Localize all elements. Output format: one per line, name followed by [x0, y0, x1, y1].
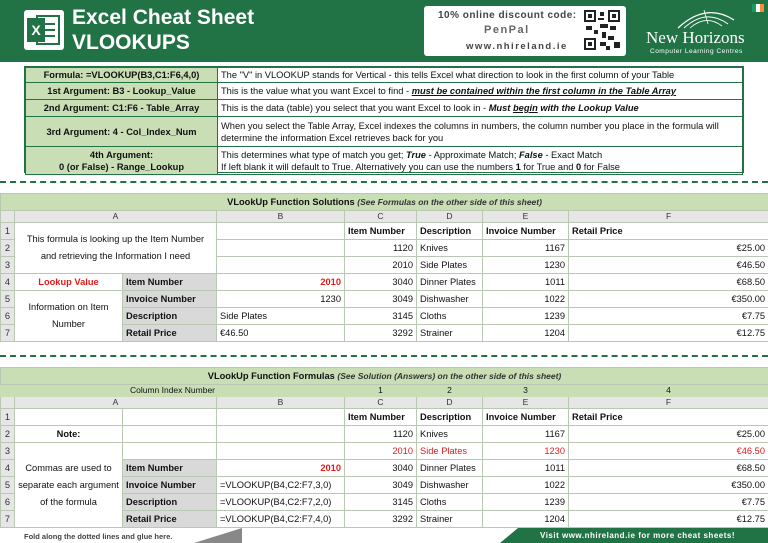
col-index-label: Column Index Number — [1, 385, 345, 397]
arg2-desc: This is the data (table) you select that you want Excel to look in - Must begin with the Lookup Value — [218, 100, 743, 117]
table-row: 3049 — [345, 477, 417, 494]
table-row: 1239 — [483, 494, 569, 511]
row-num: 4 — [1, 460, 15, 477]
col-header-a: A — [15, 397, 217, 409]
col-header-c: C — [345, 397, 417, 409]
cell — [123, 443, 217, 460]
header-banner — [0, 0, 768, 62]
table-row: 3145 — [345, 308, 417, 325]
qr-code-icon[interactable] — [582, 8, 622, 52]
info-label: Information on Item Number — [15, 291, 123, 342]
table-row: Strainer — [417, 511, 483, 528]
footer — [0, 528, 768, 543]
row-num: 3 — [1, 443, 15, 460]
cell — [217, 409, 345, 426]
table-row: 1022 — [483, 291, 569, 308]
table-row: Side Plates — [417, 443, 483, 460]
header-description: Description — [417, 223, 483, 240]
table-row: 1011 — [483, 274, 569, 291]
table-row: 1120 — [345, 426, 417, 443]
table-row: 1230 — [483, 443, 569, 460]
table-row: Cloths — [417, 308, 483, 325]
row-num: 6 — [1, 494, 15, 511]
fold-arrow-icon — [194, 528, 242, 543]
table-row: 1204 — [483, 325, 569, 342]
table-row: €12.75 — [569, 325, 768, 342]
row-num: 6 — [1, 308, 15, 325]
formula-description[interactable]: =VLOOKUP(B4,C2:F7,2,0) — [217, 494, 345, 511]
lookup-value-cell[interactable]: 2010 — [217, 460, 345, 477]
visit-link[interactable]: Visit www.nhireland.ie for more cheat sheets! — [540, 531, 735, 540]
col-header-b: B — [217, 211, 345, 223]
header-item-number: Item Number — [345, 223, 417, 240]
table-row: 3145 — [345, 494, 417, 511]
excel-logo-letter: X — [27, 18, 45, 42]
table-row: Side Plates — [417, 257, 483, 274]
formula-retail-price[interactable]: =VLOOKUP(B4,C2:F7,4,0) — [217, 511, 345, 528]
row-num: 2 — [1, 426, 15, 443]
header-description: Description — [417, 409, 483, 426]
note-title: Note: — [15, 426, 123, 443]
col-header-e: E — [483, 211, 569, 223]
arg4-desc: This determines what type of match you get; True - Approximate Match; False - Exact Match If left blank it will default to True. Alternatively you can use the numbers 1 for True and 0 for False — [218, 147, 743, 175]
table-row: 1022 — [483, 477, 569, 494]
formula-desc: The "V" in VLOOKUP stands for Vertical - this tells Excel what direction to look in the first column of your Table — [218, 68, 743, 83]
promo-url[interactable]: www.nhireland.ie — [466, 41, 568, 52]
title-line1: Excel Cheat Sheet — [72, 6, 255, 29]
arg3-desc: When you select the Table Array, Excel indexes the columns in numbers, the column number you place in the formula will determine the information Excel retrieves back for you — [218, 117, 743, 147]
table-row: Strainer — [417, 325, 483, 342]
arg4-key: 4th Argument: 0 (or False) - Range_Lookup — [26, 147, 218, 175]
row-num: 1 — [1, 409, 15, 426]
label-item-number: Item Number — [123, 274, 217, 291]
col-index-1: 1 — [345, 385, 417, 397]
label-description: Description — [123, 494, 217, 511]
fold-line-top — [0, 181, 768, 183]
table-row: €46.50 — [569, 257, 768, 274]
table-row: Dishwasher — [417, 291, 483, 308]
table-row: 3049 — [345, 291, 417, 308]
table-row: Knives — [417, 426, 483, 443]
row-num: 7 — [1, 325, 15, 342]
row-num: 5 — [1, 291, 15, 308]
cell — [217, 443, 345, 460]
col-header-c: C — [345, 211, 417, 223]
cell — [217, 257, 345, 274]
table-row: 1230 — [483, 257, 569, 274]
label-description: Description — [123, 308, 217, 325]
label-retail-price: Retail Price — [123, 325, 217, 342]
arg3-key: 3rd Argument: 4 - Col_Index_Num — [26, 117, 218, 147]
col-header-d: D — [417, 211, 483, 223]
table-row: 1167 — [483, 426, 569, 443]
table-row: Dinner Plates — [417, 274, 483, 291]
table-row: €7.75 — [569, 308, 768, 325]
intro-text: This formula is looking up the Item Number and retrieving the Information I need — [15, 223, 217, 274]
table-row: 1167 — [483, 240, 569, 257]
table-row: €7.75 — [569, 494, 768, 511]
cell — [217, 223, 345, 240]
table-row: €68.50 — [569, 460, 768, 477]
table-row: 3040 — [345, 274, 417, 291]
formulas-caption: VLookUp Function Formulas (See Solution (Answers) on the other side of this sheet) — [1, 368, 768, 385]
solutions-table — [0, 193, 768, 342]
row-num: 7 — [1, 511, 15, 528]
label-retail-price: Retail Price — [123, 511, 217, 528]
cell — [123, 426, 217, 443]
row-num: 2 — [1, 240, 15, 257]
header-item-number: Item Number — [345, 409, 417, 426]
brand-subtitle: Computer Learning Centres — [650, 48, 743, 55]
result-invoice: 1230 — [217, 291, 345, 308]
arg1-key: 1st Argument: B3 - Lookup_Value — [26, 83, 218, 100]
arg1-desc: This is the value what you want Excel to find - must be contained within the first column in the Table Array — [218, 83, 743, 100]
table-row: 2010 — [345, 257, 417, 274]
excel-logo-icon — [24, 10, 64, 50]
swoosh-logo-icon — [676, 6, 736, 30]
cell — [15, 409, 123, 426]
table-row: €25.00 — [569, 426, 768, 443]
formulas-table — [0, 367, 768, 528]
header-invoice-number: Invoice Number — [483, 409, 569, 426]
fold-line-middle — [0, 355, 768, 357]
solutions-caption: VLookUp Function Solutions (See Formulas on the other side of this sheet) — [1, 194, 768, 211]
label-invoice-number: Invoice Number — [123, 291, 217, 308]
col-header-f: F — [569, 211, 768, 223]
result-retail-price: €46.50 — [217, 325, 345, 342]
note-text: Commas are used to separate each argument of the formula — [15, 443, 123, 528]
row-num: 3 — [1, 257, 15, 274]
table-row: €12.75 — [569, 511, 768, 528]
table-row: Cloths — [417, 494, 483, 511]
table-row: 1239 — [483, 308, 569, 325]
label-item-number: Item Number — [123, 460, 217, 477]
table-row: 1011 — [483, 460, 569, 477]
cell — [123, 409, 217, 426]
table-row: Dishwasher — [417, 477, 483, 494]
table-row: 3040 — [345, 460, 417, 477]
table-row: 1204 — [483, 511, 569, 528]
cell — [217, 240, 345, 257]
col-index-3: 3 — [483, 385, 569, 397]
lookup-value-cell[interactable]: 2010 — [217, 274, 345, 291]
label-invoice-number: Invoice Number — [123, 477, 217, 494]
table-row: €350.00 — [569, 291, 768, 308]
table-row: Dinner Plates — [417, 460, 483, 477]
table-row: 1120 — [345, 240, 417, 257]
ireland-flag-icon — [752, 4, 764, 12]
table-row: €25.00 — [569, 240, 768, 257]
fold-instruction: Fold along the dotted lines and glue here. — [24, 532, 173, 541]
row-num: 4 — [1, 274, 15, 291]
promo-line1: 10% online discount code: — [438, 10, 577, 21]
table-row: €68.50 — [569, 274, 768, 291]
header-retail-price: Retail Price — [569, 409, 768, 426]
lookup-value-label: Lookup Value — [15, 274, 123, 291]
col-header-a: A — [15, 211, 217, 223]
promo-code: PenPal — [484, 24, 530, 36]
table-row: 3292 — [345, 511, 417, 528]
brand-name: New Horizons — [646, 28, 745, 47]
col-header-b: B — [217, 397, 345, 409]
table-row: 3292 — [345, 325, 417, 342]
col-index-4: 4 — [569, 385, 768, 397]
col-index-2: 2 — [417, 385, 483, 397]
corner-cell — [1, 397, 15, 409]
table-row: €350.00 — [569, 477, 768, 494]
header-retail-price: Retail Price — [569, 223, 768, 240]
arg2-key: 2nd Argument: C1:F6 - Table_Array — [26, 100, 218, 117]
row-num: 1 — [1, 223, 15, 240]
result-description: Side Plates — [217, 308, 345, 325]
argument-explanations — [24, 66, 744, 173]
table-row: 2010 — [345, 443, 417, 460]
col-header-e: E — [483, 397, 569, 409]
col-header-f: F — [569, 397, 768, 409]
table-row: Knives — [417, 240, 483, 257]
formula-invoice[interactable]: =VLOOKUP(B4,C2:F7,3,0) — [217, 477, 345, 494]
table-row: €46.50 — [569, 443, 768, 460]
col-header-d: D — [417, 397, 483, 409]
row-num: 5 — [1, 477, 15, 494]
header-invoice-number: Invoice Number — [483, 223, 569, 240]
cell — [217, 426, 345, 443]
title-line2: VLOOKUPS — [72, 31, 190, 54]
corner-cell — [1, 211, 15, 223]
formula-key: Formula: =VLOOKUP(B3,C1:F6,4,0) — [26, 68, 218, 83]
new-horizons-brand — [640, 4, 764, 58]
